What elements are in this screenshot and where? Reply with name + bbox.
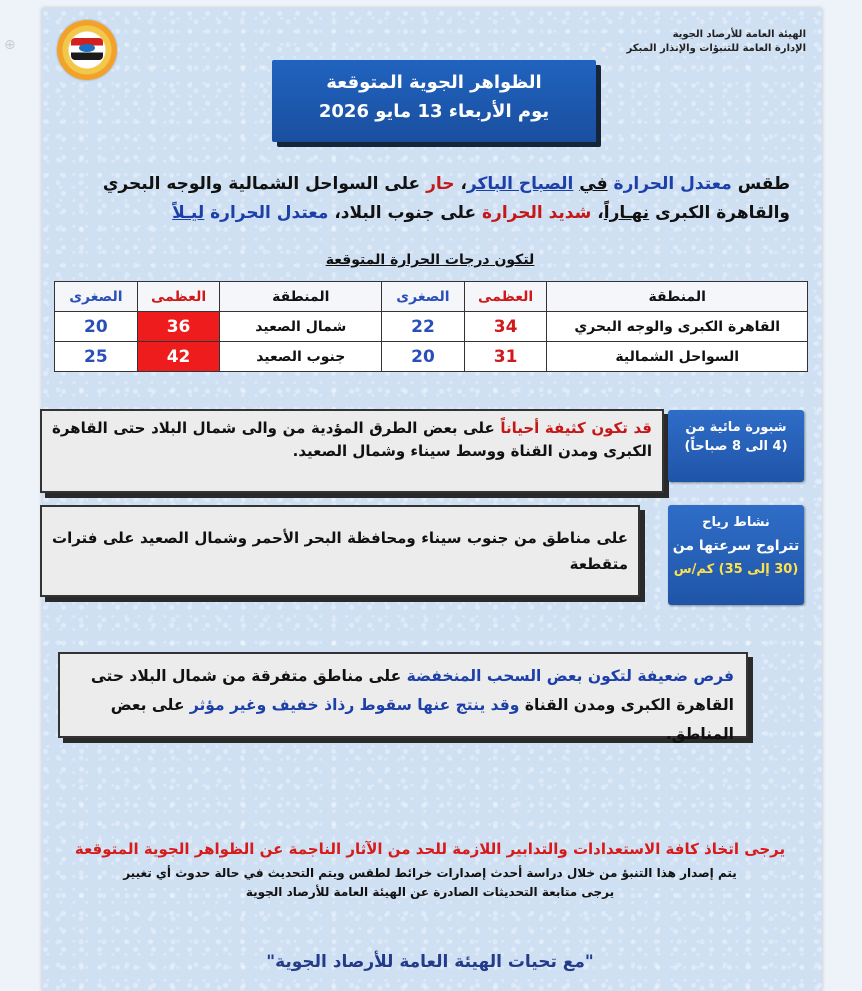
summary-south: على جنوب البلاد، [334,203,477,223]
clouds-text: على مناطق متفرقة من شمال البلاد حتى القاهرة الكبرى ومدن القناة [90,667,734,714]
summary-word: طقس [737,174,790,194]
summary-mild-night: معتدل الحرارة [210,203,329,223]
max-temp-cell: 34 [464,312,547,342]
summary-in: في [579,174,608,194]
table-row [55,312,808,342]
min-temp-cell: 20 [382,342,465,372]
summary-daytime: نهـاراً [603,203,650,223]
clouds-text-end: على بعض المناطق. [110,696,734,743]
summary-comma2: ، [597,203,604,223]
column-header-min: الصغرى [382,282,465,312]
title-box [272,60,596,142]
region-cell: شمال الصعيد [220,312,382,342]
column-header-region: المنطقة [220,282,382,312]
fog-text: على بعض الطرق المؤدية من والى شمال البلاد حتى القاهرة الكبرى ومدن القناة ووسط سيناء وشمال الصعيد. [52,419,652,460]
summary-hot: حار [426,174,455,194]
org-name: الهيئة العامة للأرصاد الجوية [672,29,806,40]
summary-comma: ، [460,174,467,194]
region-cell: جنوب الصعيد [220,342,382,372]
zoom-icon[interactable]: ⊕ [4,37,16,53]
summary-cairo: والقاهرة الكبرى [655,203,790,223]
fog-label-time: (4 الى 8 صباحاً) [684,439,788,454]
meteorology-authority-logo [57,20,117,80]
wind-label [668,505,804,605]
closing-greeting: "مع تحيات الهيئة العامة للأرصاد الجوية" [266,952,594,972]
follow-notice: يرجى متابعة التحديثات الصادرة عن الهيئة العامة للأرصاد الجوية [245,885,615,899]
forecast-date: يوم الأربعاء 13 مايو 2026 [318,101,550,122]
column-header-max: العظمى [464,282,547,312]
max-temp-cell: 36 [137,312,220,342]
fog-label-title: شبورة مائية من [685,420,787,435]
summary-coasts: على السواحل الشمالية والوجه البحري [102,174,421,194]
warning-notice: يرجى اتخاذ كافة الاستعدادات والتدابير اللازمة للحد من الآثار الناجمة عن الظواهر الجوية المتوقعة [74,840,786,858]
temperature-table [54,281,808,372]
min-temp-cell: 20 [55,312,138,342]
weather-summary [70,170,790,228]
fog-description [40,409,664,493]
region-cell: السواحل الشمالية [547,342,808,372]
wind-label-title: نشاط رياح [702,515,770,530]
logo-emblem [79,44,95,52]
table-header-row [55,282,808,312]
region-cell: القاهرة الكبرى والوجه البحري [547,312,808,342]
summary-early-morning: الصباح الباكر [466,174,574,194]
summary-very-hot: شديد الحرارة [482,203,592,223]
min-temp-cell: 25 [55,342,138,372]
max-temp-cell: 31 [464,342,547,372]
wind-description [40,505,640,597]
summary-night: ليـلاً [172,203,205,223]
column-header-min: الصغرى [55,282,138,312]
wind-text: على مناطق من جنوب سيناء ومحافظة البحر الأحمر وشمال الصعيد على فترات متقطعة [52,529,628,573]
temperature-caption: لتكون درجات الحرارة المتوقعة [325,252,535,268]
min-temp-cell: 22 [382,312,465,342]
column-header-max: العظمى [137,282,220,312]
wind-label-speed: تتراوح سرعتها من [672,538,800,554]
fog-highlight: قد تكون كثيفة أحياناً [500,419,652,437]
clouds-highlight-drizzle: وقد ينتج عنها سقوط رذاذ خفيف وغير مؤثر [189,696,520,714]
wind-label-range: (30 إلى 35) كم/س [673,562,799,577]
org-department: الإدارة العامة للتنبؤات والإنذار المبكر [626,43,806,54]
clouds-highlight: فرص ضعيفة لتكون بعض السحب المنخفضة [406,667,734,685]
table-row [55,342,808,372]
summary-mild: معتدل الحرارة [613,174,732,194]
page-title: الظواهر الجوية المتوقعة [326,72,542,93]
max-temp-cell: 42 [137,342,220,372]
column-header-region: المنطقة [547,282,808,312]
clouds-description [58,652,748,743]
organization-header [627,28,807,56]
fog-label [668,410,804,482]
update-notice: يتم إصدار هذا التنبؤ من خلال دراسة أحدث إصدارات خرائط لطقس ويتم التحديث في حالة حدوث أي تغيير [123,866,737,880]
